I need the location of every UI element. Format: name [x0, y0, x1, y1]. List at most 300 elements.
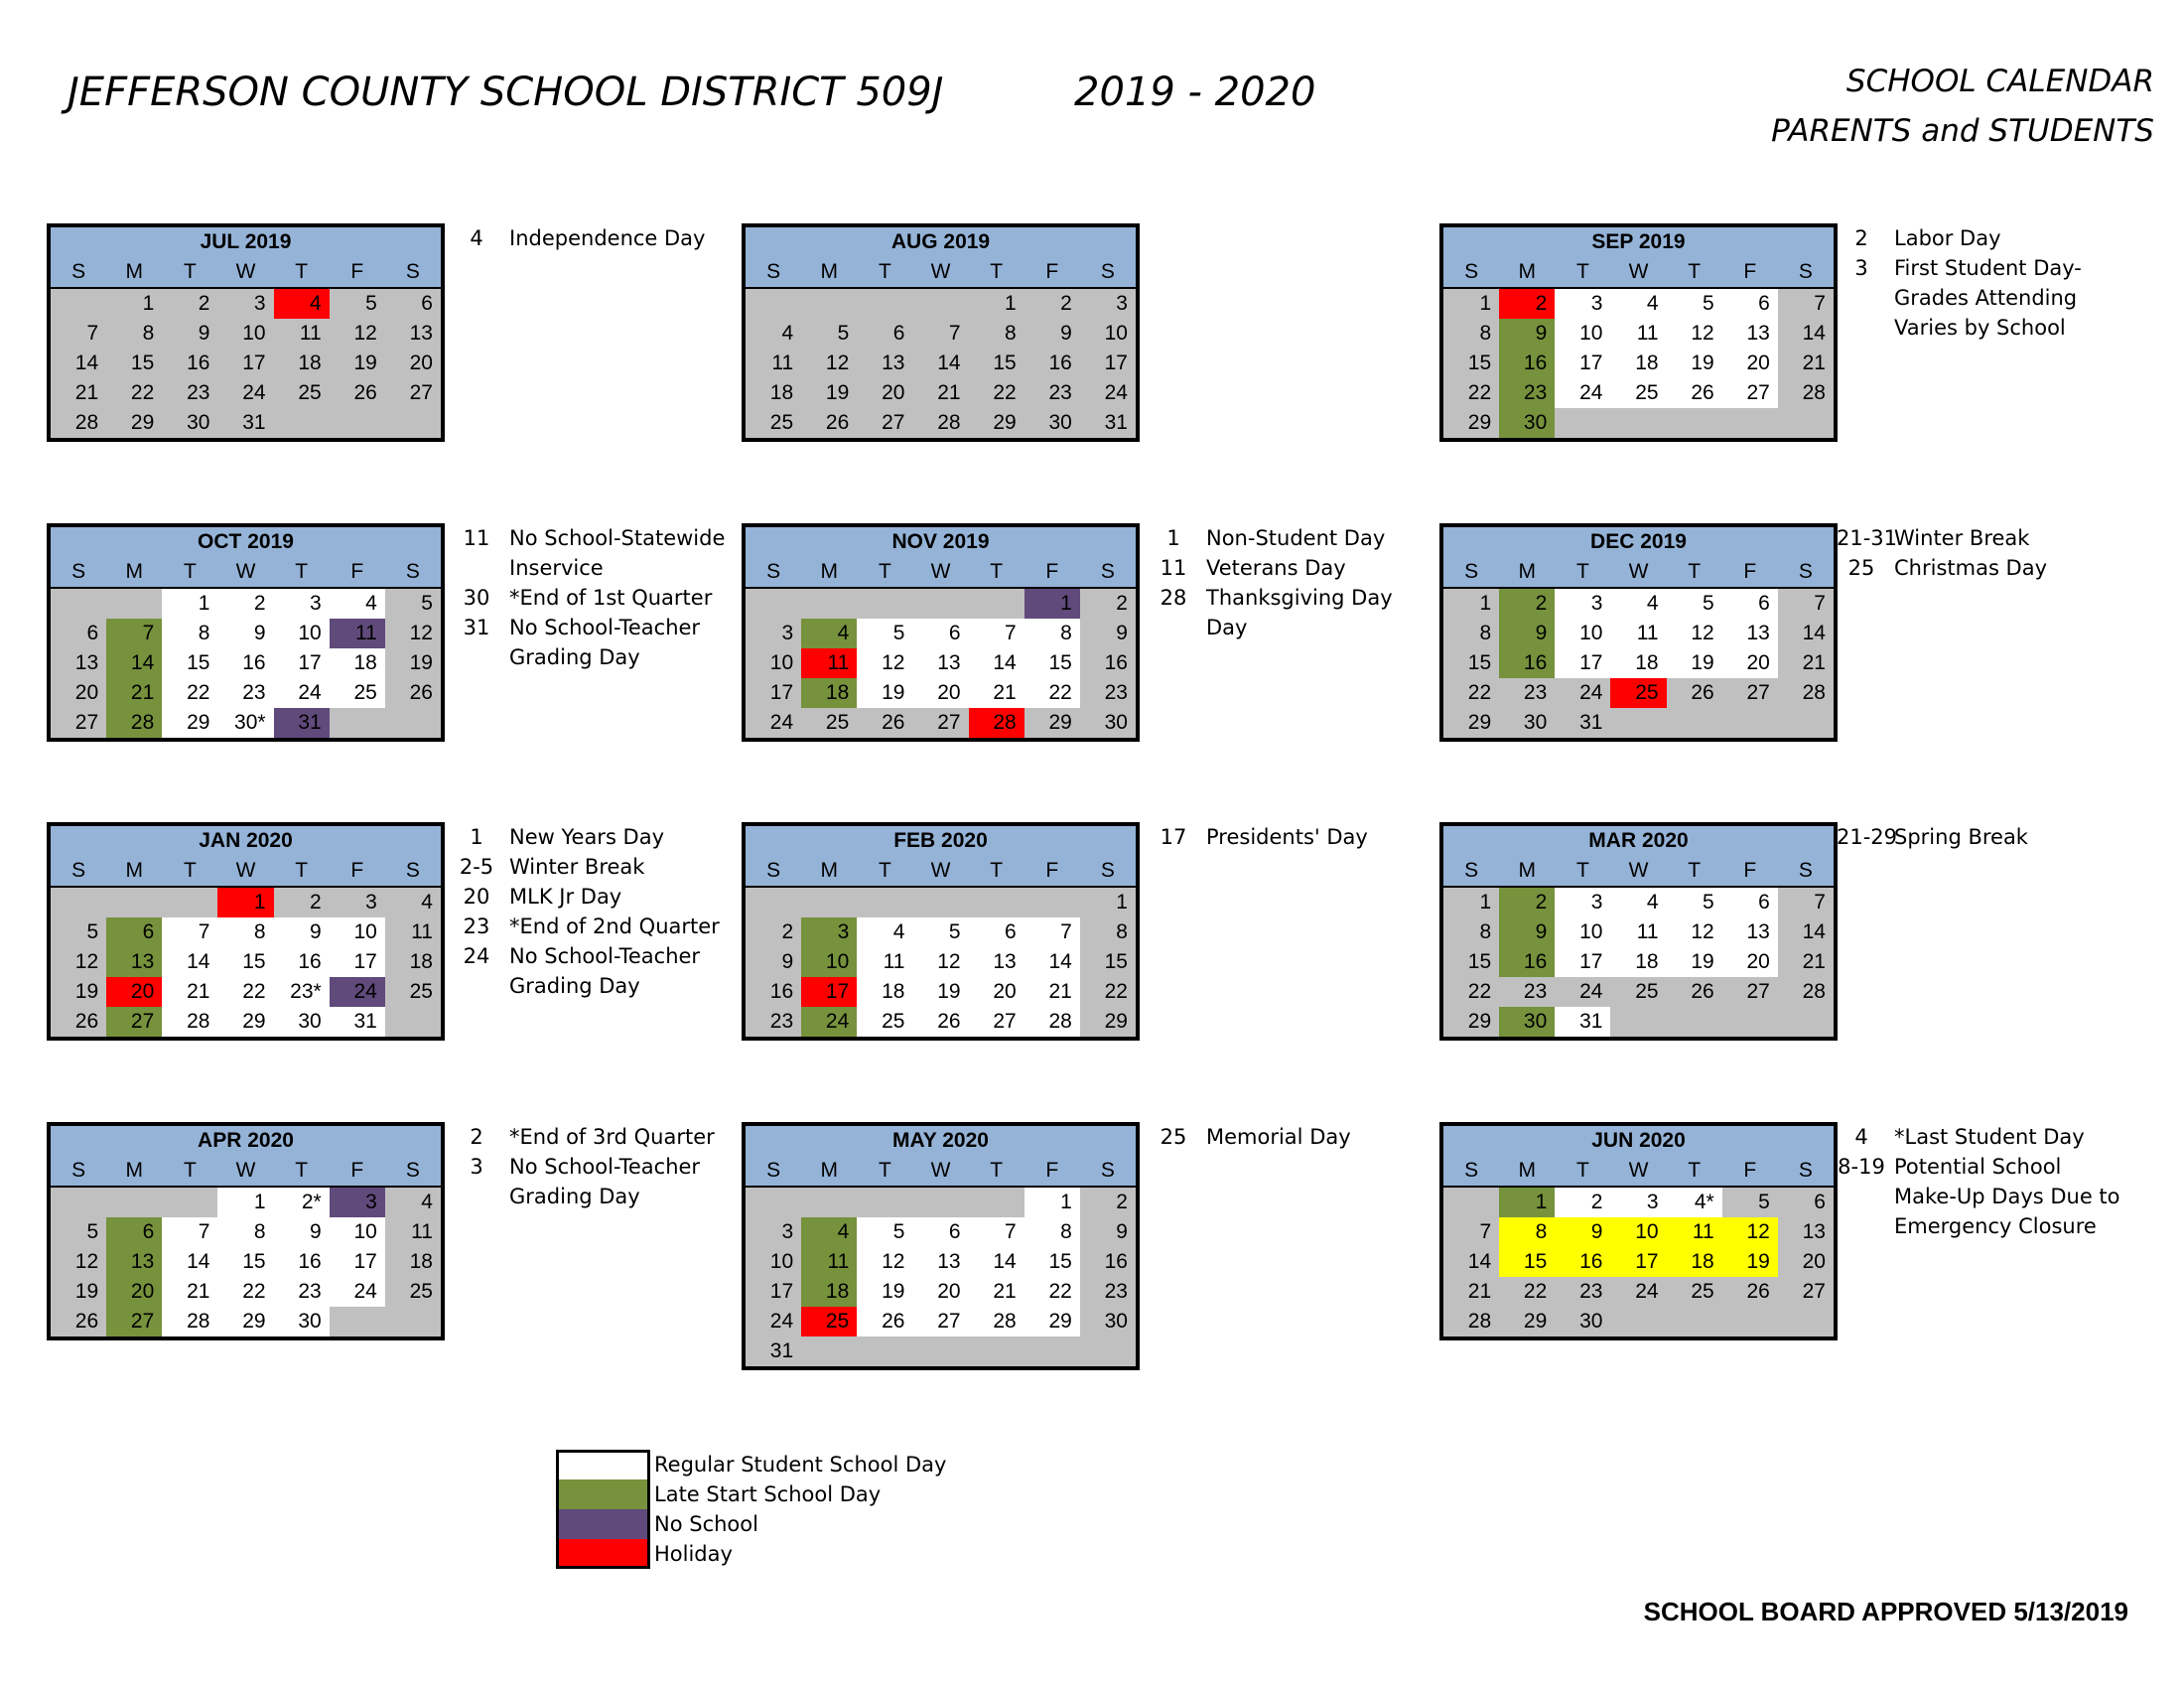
day-grid: [51, 888, 441, 1037]
weekday-label: W: [235, 260, 256, 283]
day-cell: 13: [51, 648, 106, 678]
note-text: Presidents' Day: [1206, 825, 1368, 849]
note-date: 21-31: [1837, 526, 1898, 550]
day-cell: 5: [51, 917, 106, 947]
day-cell: 19: [51, 1277, 106, 1307]
day-cell: 14: [969, 648, 1024, 678]
day-cell: 17: [1080, 349, 1136, 378]
weekday-label: S: [1100, 859, 1115, 882]
note-text: Inservice: [509, 556, 604, 580]
day-cell: 26: [1667, 678, 1722, 708]
day-cell: 26: [1722, 1277, 1778, 1307]
month-header: [51, 826, 441, 886]
day-cell: 27: [106, 1007, 162, 1037]
day-cell: 6: [1722, 888, 1778, 917]
month-title: AUG 2019: [890, 230, 991, 253]
weekday-label: T: [1688, 260, 1702, 283]
day-cell: 7: [1024, 917, 1080, 947]
day-cell: 25: [857, 1007, 912, 1037]
day-grid: [1443, 888, 1834, 1037]
day-cell: 23*: [274, 977, 330, 1007]
note-date: 4: [470, 226, 483, 250]
day-cell: 19: [385, 648, 441, 678]
day-cell: 19: [857, 1277, 912, 1307]
month-calendar: [1439, 223, 1838, 442]
day-cell: 31: [1080, 408, 1136, 438]
legend-item: [556, 1539, 946, 1569]
day-cell: 18: [801, 678, 857, 708]
weekday-label: T: [295, 560, 309, 583]
day-cell: 15: [106, 349, 162, 378]
day-cell: 21: [969, 678, 1024, 708]
day-cell: 23: [1555, 1277, 1610, 1307]
month-header: [746, 1126, 1136, 1186]
day-cell: 16: [162, 349, 217, 378]
day-cell: 13: [106, 1247, 162, 1277]
day-cell: 22: [1443, 977, 1499, 1007]
day-cell: 11: [1667, 1217, 1722, 1247]
day-cell: 4: [801, 1217, 857, 1247]
day-cell: 18: [274, 349, 330, 378]
weekday-label: M: [125, 260, 143, 283]
weekday-label: S: [1798, 1159, 1813, 1182]
month-header: [746, 227, 1136, 287]
day-cell: 6: [106, 1217, 162, 1247]
day-cell: 30: [1555, 1307, 1610, 1336]
day-cell: 29: [1024, 708, 1080, 738]
day-cell: 22: [162, 678, 217, 708]
note-text: Veterans Day: [1206, 556, 1346, 580]
note-text: New Years Day: [509, 825, 665, 849]
weekday-label: M: [1518, 1159, 1536, 1182]
day-cell: 4: [1610, 888, 1666, 917]
day-cell: 29: [217, 1007, 273, 1037]
day-cell: 18: [330, 648, 385, 678]
day-cell: 17: [330, 1247, 385, 1277]
empty-cell: [1443, 1188, 1499, 1217]
day-cell: 18: [746, 378, 801, 408]
day-cell: 6: [385, 289, 441, 319]
weekday-label: S: [71, 1159, 86, 1182]
weekday-label: S: [1798, 260, 1813, 283]
day-cell: 14: [1778, 319, 1834, 349]
day-cell: 16: [274, 1247, 330, 1277]
day-cell: 5: [1667, 289, 1722, 319]
month-header: [1443, 826, 1834, 886]
day-cell: 26: [385, 678, 441, 708]
day-cell: 25: [801, 1307, 857, 1336]
day-cell: 20: [1722, 349, 1778, 378]
day-cell: 7: [912, 319, 968, 349]
note-text: Emergency Closure: [1894, 1214, 2097, 1238]
day-cell: 24: [801, 1007, 857, 1037]
day-grid: [51, 1188, 441, 1336]
note-date: 17: [1160, 825, 1187, 849]
day-cell: 15: [217, 947, 273, 977]
weekday-label: S: [1464, 1159, 1479, 1182]
note-text: *End of 1st Quarter: [509, 586, 713, 610]
month-calendar: [1439, 1122, 1838, 1340]
note-date: 31: [463, 616, 490, 639]
day-cell: 3: [330, 1188, 385, 1217]
month-header: [51, 1126, 441, 1186]
empty-cell: [162, 888, 217, 917]
legend: [556, 1450, 946, 1569]
day-cell: 23: [217, 678, 273, 708]
day-cell: 2: [1499, 888, 1555, 917]
legend-label: Regular Student School Day: [654, 1453, 947, 1477]
day-cell: 1: [1080, 888, 1136, 917]
day-cell: 4: [801, 619, 857, 648]
day-cell: 24: [1555, 378, 1610, 408]
day-cell: 13: [969, 947, 1024, 977]
note-date: 2: [470, 1125, 483, 1149]
day-cell: 6: [857, 319, 912, 349]
empty-cell: [746, 888, 801, 917]
day-cell: 22: [1024, 1277, 1080, 1307]
note-text: Varies by School: [1894, 316, 2066, 340]
day-cell: 24: [1080, 378, 1136, 408]
day-cell: 29: [1499, 1307, 1555, 1336]
empty-cell: [746, 1188, 801, 1217]
day-cell: 25: [385, 1277, 441, 1307]
district-title: JEFFERSON COUNTY SCHOOL DISTRICT 509J: [68, 70, 944, 115]
day-cell: 12: [1667, 917, 1722, 947]
note-text: No School-Statewide: [509, 526, 726, 550]
day-cell: 23: [1499, 678, 1555, 708]
day-cell: 3: [1555, 888, 1610, 917]
day-cell: 3: [274, 589, 330, 619]
note-date: 24: [463, 944, 490, 968]
weekday-label: F: [1743, 560, 1757, 583]
day-cell: 27: [1722, 977, 1778, 1007]
note-date: 1: [470, 825, 483, 849]
day-cell: 19: [857, 678, 912, 708]
day-cell: 7: [1778, 888, 1834, 917]
day-cell: 8: [217, 917, 273, 947]
day-cell: 9: [1499, 917, 1555, 947]
day-cell: 13: [106, 947, 162, 977]
weekday-label: F: [350, 560, 364, 583]
day-cell: 28: [162, 1007, 217, 1037]
weekday-label: T: [183, 859, 197, 882]
day-cell: 29: [969, 408, 1024, 438]
day-cell: 10: [217, 319, 273, 349]
day-cell: 23: [162, 378, 217, 408]
day-cell: 23: [1080, 1277, 1136, 1307]
day-cell: 24: [274, 678, 330, 708]
day-cell: 13: [1722, 917, 1778, 947]
day-cell: 5: [330, 289, 385, 319]
day-cell: 22: [969, 378, 1024, 408]
day-cell: 19: [801, 378, 857, 408]
weekday-label: F: [1743, 1159, 1757, 1182]
empty-cell: [912, 888, 968, 917]
day-cell: 5: [857, 619, 912, 648]
day-cell: 18: [1610, 648, 1666, 678]
day-cell: 3: [1555, 589, 1610, 619]
weekday-label: T: [990, 560, 1004, 583]
day-cell: 7: [162, 917, 217, 947]
day-cell: 3: [801, 917, 857, 947]
weekday-label: T: [990, 859, 1004, 882]
day-cell: 29: [1080, 1007, 1136, 1037]
weekday-label: T: [183, 260, 197, 283]
empty-cell: [912, 1188, 968, 1217]
note-date: 20: [463, 885, 490, 909]
weekday-label: S: [405, 859, 420, 882]
day-cell: 3: [746, 619, 801, 648]
day-cell: 4: [385, 888, 441, 917]
day-cell: 13: [857, 349, 912, 378]
note-text: Grading Day: [509, 645, 640, 669]
weekday-label: T: [1575, 859, 1589, 882]
empty-cell: [51, 289, 106, 319]
day-cell: 30*: [217, 708, 273, 738]
day-cell: 10: [746, 648, 801, 678]
weekday-label: F: [1045, 560, 1059, 583]
day-cell: 7: [1778, 289, 1834, 319]
weekday-label: T: [1688, 859, 1702, 882]
note-date: 2-5: [459, 855, 494, 879]
note-text: Memorial Day: [1206, 1125, 1351, 1149]
day-cell: 2*: [274, 1188, 330, 1217]
note-text: Grades Attending: [1894, 286, 2078, 310]
day-cell: 8: [1080, 917, 1136, 947]
day-cell: 4: [1610, 289, 1666, 319]
month-calendar: [1439, 822, 1838, 1041]
day-cell: 6: [1722, 589, 1778, 619]
note-text: Independence Day: [509, 226, 706, 250]
day-grid: [746, 589, 1136, 738]
day-cell: 6: [106, 917, 162, 947]
month-title: FEB 2020: [893, 829, 988, 852]
day-cell: 15: [1080, 947, 1136, 977]
day-cell: 3: [330, 888, 385, 917]
day-cell: 19: [1667, 947, 1722, 977]
weekday-label: T: [878, 260, 891, 283]
weekday-label: S: [1798, 560, 1813, 583]
weekday-header-row: [1443, 257, 1834, 287]
day-cell: 18: [385, 1247, 441, 1277]
day-cell: 25: [1610, 977, 1666, 1007]
note-text: Labor Day: [1894, 226, 2001, 250]
day-cell: 21: [1024, 977, 1080, 1007]
legend-item: [556, 1450, 946, 1479]
weekday-label: M: [125, 560, 143, 583]
day-cell: 25: [274, 378, 330, 408]
day-cell: 23: [1080, 678, 1136, 708]
weekday-header-row: [51, 856, 441, 886]
day-cell: 15: [217, 1247, 273, 1277]
day-cell: 5: [385, 589, 441, 619]
weekday-header-row: [51, 1156, 441, 1186]
day-cell: 12: [912, 947, 968, 977]
weekday-label: S: [405, 260, 420, 283]
day-cell: 3: [1610, 1188, 1666, 1217]
day-cell: 14: [1778, 619, 1834, 648]
day-cell: 10: [330, 917, 385, 947]
day-cell: 28: [969, 1307, 1024, 1336]
weekday-label: T: [878, 1159, 891, 1182]
weekday-label: S: [71, 260, 86, 283]
note-date: 25: [1160, 1125, 1187, 1149]
day-cell: 22: [1499, 1277, 1555, 1307]
day-cell: 2: [274, 888, 330, 917]
day-cell: 6: [51, 619, 106, 648]
note-date: 4: [1854, 1125, 1868, 1149]
empty-cell: [969, 589, 1024, 619]
weekday-label: S: [1798, 859, 1813, 882]
day-cell: 11: [1610, 319, 1666, 349]
day-cell: 21: [912, 378, 968, 408]
month-header: [746, 826, 1136, 886]
day-cell: 9: [1080, 1217, 1136, 1247]
weekday-label: W: [1628, 859, 1649, 882]
weekday-label: T: [1575, 1159, 1589, 1182]
weekday-label: T: [878, 560, 891, 583]
day-cell: 22: [106, 378, 162, 408]
day-cell: 11: [385, 917, 441, 947]
empty-cell: [801, 289, 857, 319]
day-cell: 7: [1443, 1217, 1499, 1247]
day-cell: 25: [1667, 1277, 1722, 1307]
day-cell: 19: [1667, 648, 1722, 678]
day-cell: 17: [1555, 947, 1610, 977]
day-cell: 17: [746, 678, 801, 708]
day-cell: 11: [746, 349, 801, 378]
day-cell: 25: [385, 977, 441, 1007]
empty-cell: [857, 289, 912, 319]
day-cell: 15: [1024, 648, 1080, 678]
day-cell: 9: [1499, 319, 1555, 349]
day-cell: 26: [801, 408, 857, 438]
calendar-subtitle: SCHOOL CALENDAR: [1845, 64, 2154, 99]
weekday-label: T: [183, 560, 197, 583]
day-cell: 30: [274, 1007, 330, 1037]
day-cell: 5: [1667, 589, 1722, 619]
day-cell: 31: [1555, 708, 1610, 738]
day-cell: 12: [1667, 619, 1722, 648]
day-cell: 3: [746, 1217, 801, 1247]
day-cell: 11: [1610, 917, 1666, 947]
day-cell: 20: [1722, 947, 1778, 977]
day-cell: 9: [1080, 619, 1136, 648]
legend-item: [556, 1509, 946, 1539]
month-calendar: [47, 523, 445, 742]
day-cell: 14: [1024, 947, 1080, 977]
day-cell: 29: [1024, 1307, 1080, 1336]
day-cell: 18: [1610, 947, 1666, 977]
day-grid: [1443, 1188, 1834, 1336]
weekday-label: W: [930, 560, 951, 583]
note-date: 23: [463, 914, 490, 938]
empty-cell: [51, 589, 106, 619]
day-cell: 21: [1778, 648, 1834, 678]
note-date: 3: [470, 1155, 483, 1179]
day-cell: 8: [969, 319, 1024, 349]
note-text: No School-Teacher: [509, 944, 701, 968]
weekday-label: M: [1518, 859, 1536, 882]
day-cell: 28: [162, 1307, 217, 1336]
day-cell: 1: [969, 289, 1024, 319]
day-cell: 17: [330, 947, 385, 977]
weekday-label: F: [1045, 260, 1059, 283]
day-cell: 8: [1443, 917, 1499, 947]
day-cell: 28: [106, 708, 162, 738]
empty-cell: [746, 289, 801, 319]
day-cell: 8: [162, 619, 217, 648]
school-year: 2019 - 2020: [1074, 70, 1316, 115]
empty-cell: [162, 1188, 217, 1217]
empty-cell: [912, 289, 968, 319]
weekday-label: T: [295, 859, 309, 882]
day-cell: 11: [385, 1217, 441, 1247]
day-cell: 22: [1443, 378, 1499, 408]
day-cell: 24: [746, 1307, 801, 1336]
note-text: *End of 2nd Quarter: [509, 914, 720, 938]
day-cell: 30: [1080, 708, 1136, 738]
empty-cell: [106, 1188, 162, 1217]
day-cell: 12: [330, 319, 385, 349]
month-title: JUN 2020: [1591, 1129, 1686, 1152]
weekday-label: M: [820, 859, 838, 882]
day-cell: 17: [274, 648, 330, 678]
day-cell: 12: [51, 947, 106, 977]
day-cell: 9: [746, 947, 801, 977]
day-cell: 16: [1499, 349, 1555, 378]
weekday-label: F: [1743, 859, 1757, 882]
weekday-header-row: [51, 257, 441, 287]
day-cell: 22: [217, 1277, 273, 1307]
weekday-label: T: [990, 260, 1004, 283]
month-calendar: [742, 1122, 1140, 1370]
day-cell: 28: [1778, 678, 1834, 708]
day-cell: 4: [330, 589, 385, 619]
weekday-label: W: [930, 1159, 951, 1182]
weekday-label: W: [1628, 560, 1649, 583]
day-cell: 19: [51, 977, 106, 1007]
month-title: NOV 2019: [891, 530, 990, 553]
weekday-header-row: [746, 557, 1136, 587]
legend-swatch: [556, 1539, 650, 1569]
day-cell: 16: [1080, 1247, 1136, 1277]
day-cell: 26: [857, 1307, 912, 1336]
day-cell: 23: [1499, 977, 1555, 1007]
weekday-label: W: [930, 260, 951, 283]
empty-cell: [801, 589, 857, 619]
day-cell: 20: [969, 977, 1024, 1007]
day-cell: 2: [1080, 589, 1136, 619]
day-cell: 1: [217, 888, 273, 917]
approval-note: SCHOOL BOARD APPROVED 5/13/2019: [1643, 1597, 2128, 1626]
note-text: No School-Teacher: [509, 1155, 701, 1179]
day-cell: 28: [1778, 378, 1834, 408]
day-cell: 24: [1555, 678, 1610, 708]
day-cell: 29: [1443, 708, 1499, 738]
weekday-header-row: [1443, 557, 1834, 587]
day-cell: 10: [1555, 917, 1610, 947]
day-cell: 27: [1722, 678, 1778, 708]
day-cell: 20: [106, 1277, 162, 1307]
empty-cell: [801, 1188, 857, 1217]
month-title: SEP 2019: [1591, 230, 1686, 253]
month-calendar: [742, 822, 1140, 1041]
day-cell: 14: [912, 349, 968, 378]
month-calendar: [742, 523, 1140, 742]
day-cell: 16: [1080, 648, 1136, 678]
day-cell: 17: [1555, 349, 1610, 378]
